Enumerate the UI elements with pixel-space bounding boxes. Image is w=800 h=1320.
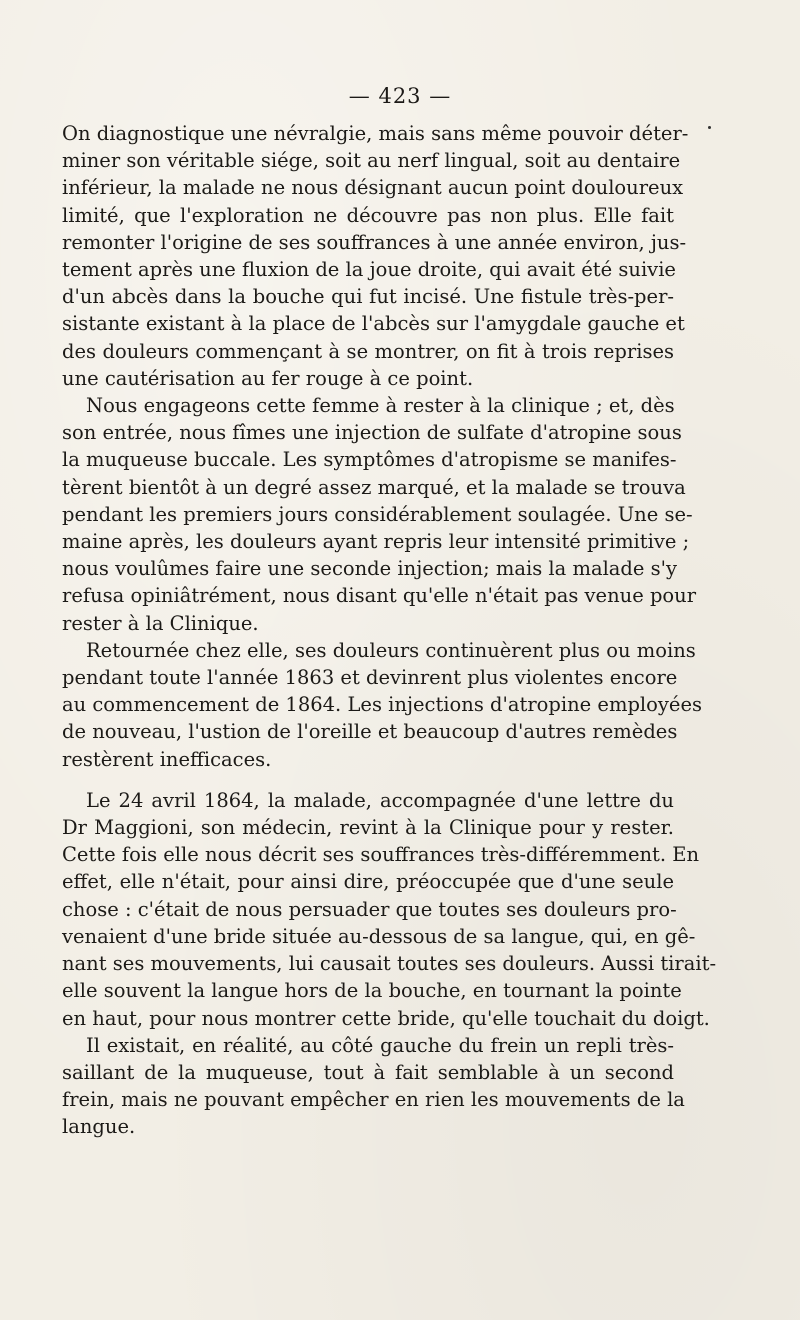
- text-line: miner son véritable siége, soit au nerf lingual, soit au dentaire: [62, 149, 681, 173]
- text-line: venaient d'une bride située au-dessous de sa langue, qui, en gê-: [62, 924, 696, 948]
- text-line: Il existait, en réalité, au côté gauche du frein un repli très-: [86, 1033, 674, 1057]
- text-line: sistante existant à la place de l'abcès sur l'amygdale gauche et: [62, 312, 685, 336]
- text-line: Retournée chez elle, ses douleurs continuèrent plus ou moins: [86, 638, 696, 662]
- text-line: en haut, pour nous montrer cette bride, qu'elle touchait du doigt.: [62, 1006, 710, 1030]
- text-line: Cette fois elle nous décrit ses souffrances très-différemment. En: [62, 843, 700, 867]
- text-line: nant ses mouvements, lui causait toutes ses douleurs. Aussi tirait-: [62, 952, 717, 976]
- text-line: refusa opiniâtrément, nous disant qu'elle n'était pas venue pour: [62, 584, 697, 608]
- paragraph-gap: [62, 773, 674, 787]
- text-line: frein, mais ne pouvant empêcher en rien les mouvements de la: [62, 1088, 685, 1112]
- text-line: saillant de la muqueuse, tout à fait semblable à un second: [62, 1060, 674, 1084]
- text-line: rester à la Clinique.: [62, 611, 259, 635]
- text-line: chose : c'était de nous persuader que toutes ses douleurs pro-: [62, 897, 677, 921]
- paragraph: [62, 392, 697, 637]
- text-line: tèrent bientôt à un degré assez marqué, et la malade se trouva: [62, 475, 686, 499]
- text-line: nous voulûmes faire une seconde injection; mais la malade s'y: [62, 557, 678, 581]
- text-line: au commencement de 1864. Les injections d'atropine employées: [62, 693, 703, 717]
- text-line: effet, elle n'était, pour ainsi dire, préoccupée que d'une seule: [62, 870, 674, 894]
- paragraph: [62, 1032, 685, 1141]
- text-line: des douleurs commençant à se montrer, on fit à trois reprises: [62, 339, 674, 363]
- paragraph: [62, 787, 717, 1032]
- page-number: — 423 —: [348, 84, 452, 108]
- text-line: restèrent inefficaces.: [62, 747, 272, 771]
- text-line: inférieur, la malade ne nous désignant aucun point douloureux: [62, 176, 684, 200]
- paragraph: [62, 120, 689, 392]
- text-line: limité, que l'exploration ne découvre pas non plus. Elle fait: [62, 203, 674, 227]
- text-line: son entrée, nous fîmes une injection de sulfate d'atropine sous: [62, 421, 682, 445]
- text-line: tement après une fluxion de la joue droite, qui avait été suivie: [62, 258, 676, 282]
- text-line: remonter l'origine de ses souffrances à une année environ, jus-: [62, 230, 687, 254]
- text-line: Dr Maggioni, son médecin, revint à la Clinique pour y rester.: [62, 816, 674, 840]
- paragraph: [62, 637, 703, 773]
- text-line: une cautérisation au fer rouge à ce point.: [62, 366, 474, 390]
- text-line: pendant les premiers jours considérablement soulagée. Une se-: [62, 502, 693, 526]
- ink-speck: [708, 126, 711, 129]
- text-line: d'un abcès dans la bouche qui fut incisé. Une fistule très-per-: [62, 285, 674, 309]
- text-line: elle souvent la langue hors de la bouche, en tournant la pointe: [62, 979, 682, 1003]
- text-line: de nouveau, l'ustion de l'oreille et beaucoup d'autres remèdes: [62, 720, 678, 744]
- body-text: [62, 120, 717, 1141]
- text-line: Le 24 avril 1864, la malade, accompagnée d'une lettre du: [86, 788, 674, 812]
- text-line: Nous engageons cette femme à rester à la clinique ; et, dès: [86, 394, 675, 418]
- text-line: pendant toute l'année 1863 et devinrent plus violentes encore: [62, 666, 678, 690]
- text-line: maine après, les douleurs ayant repris leur intensité primitive ;: [62, 530, 690, 554]
- text-line: langue.: [62, 1115, 136, 1139]
- text-line: On diagnostique une névralgie, mais sans même pouvoir déter-: [62, 122, 689, 145]
- text-line: la muqueuse buccale. Les symptômes d'atropisme se manifes-: [62, 448, 677, 472]
